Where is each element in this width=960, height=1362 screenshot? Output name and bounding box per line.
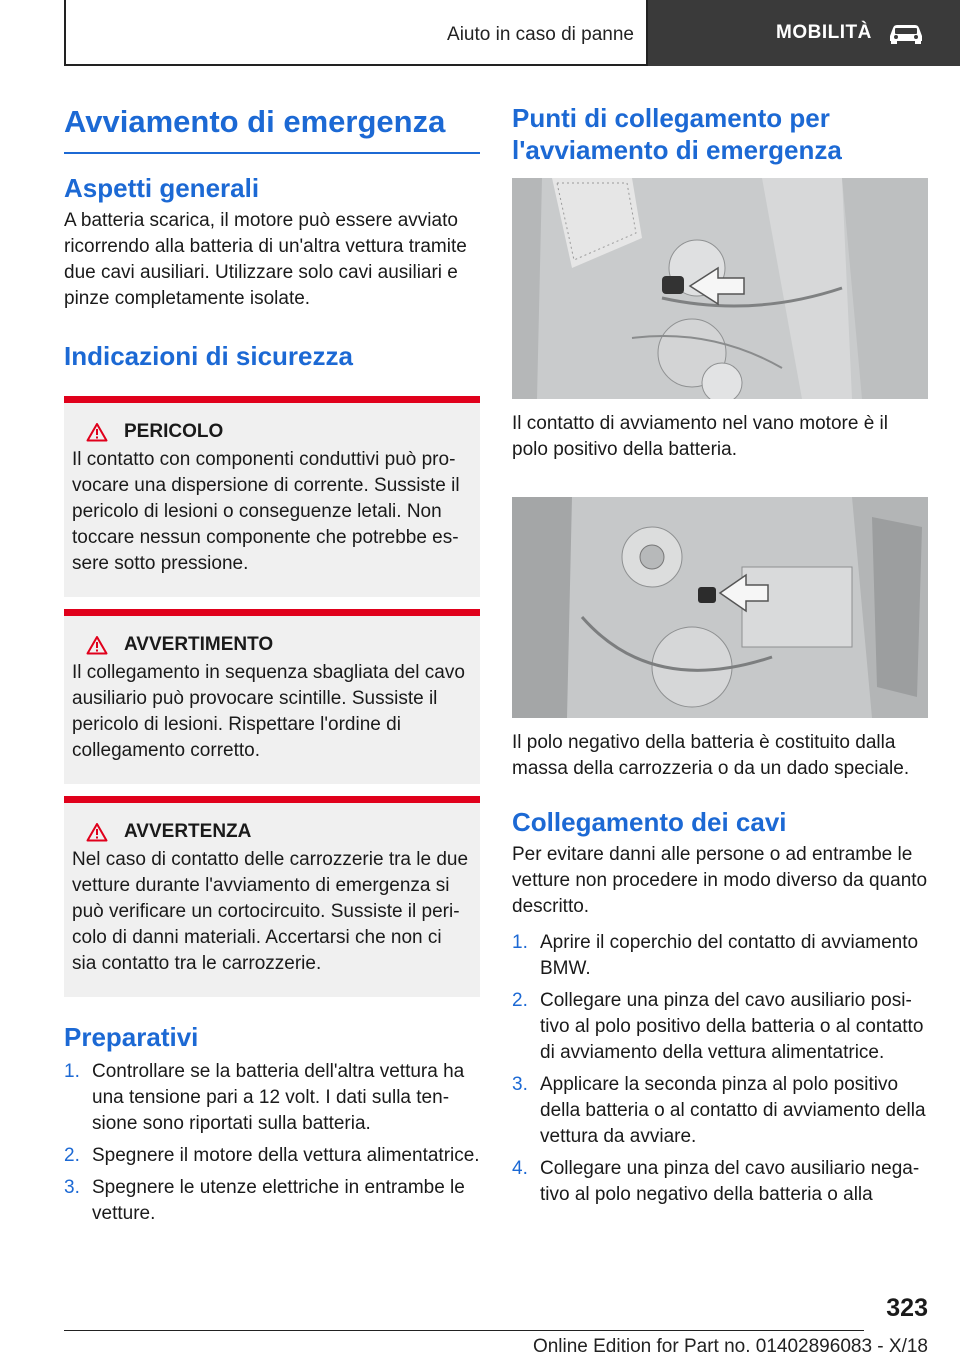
step-number: 4. xyxy=(512,1158,528,1179)
prep-steps-list xyxy=(64,1059,480,1227)
page-title: Avviamento di emergenza xyxy=(64,102,480,154)
step-text: Controllare se la batteria dell'altra vettura ha una tensione pari a 12 volt. I dati sulla tensione sono riportati sulla batteria. xyxy=(92,1061,465,1134)
connection-points-heading: Punti di collegamento per l'avviamento di emergenza xyxy=(512,103,842,165)
right-column xyxy=(512,102,928,1214)
step-text: Collegare una pinza del cavo ausiliario negativo al polo negativo della batteria o alla xyxy=(540,1158,920,1205)
header-section-title: Aiuto in caso di panne xyxy=(447,24,634,45)
general-heading: Aspetti generali xyxy=(64,173,260,203)
list-item xyxy=(512,1072,928,1150)
warning-title: AVVERTIMENTO xyxy=(124,634,274,655)
engine-bay-photo-positive xyxy=(512,178,928,399)
warning-triangle-icon xyxy=(86,635,108,655)
step-text: Collegare una pinza del cavo ausiliario positivo al polo positivo della batteria o al contatto di avviamento della vettura alimentatrice. xyxy=(540,990,924,1063)
photo1-caption: Il contatto di avviamento nel vano motore è il polo positivo della batteria. xyxy=(512,413,888,460)
step-text: Spegnere il motore della vettura alimentatrice. xyxy=(92,1145,480,1166)
warning-text: Il contatto con componenti conduttivi può provocare una dispersione di corrente. Sussiste il pericolo di lesioni o conseguenze letali. Non toccare nessun componente che potrebbe essere sotto pressione. xyxy=(72,449,460,574)
car-icon xyxy=(886,22,926,44)
warning-triangle-icon xyxy=(86,422,108,442)
step-number: 3. xyxy=(64,1177,80,1198)
warning-text: Il collegamento in sequenza sbagliata del cavo ausiliario può provocare scintille. Sussiste il pericolo di lesioni. Rispettare l'ordine di collegamento corretto. xyxy=(72,662,465,761)
header-chapter-tab[interactable] xyxy=(648,0,960,66)
step-number: 1. xyxy=(64,1061,80,1082)
list-item xyxy=(512,988,928,1066)
list-item xyxy=(64,1143,480,1169)
list-item xyxy=(512,1156,928,1208)
step-number: 2. xyxy=(512,990,528,1011)
page-number: 323 xyxy=(886,1294,928,1322)
safety-heading: Indicazioni di sicurezza xyxy=(64,341,353,371)
cables-intro: Per evitare danni alle persone o ad entrambe le vetture non procedere in modo diverso da quanto descritto. xyxy=(512,844,928,917)
photo2-caption: Il polo negativo della batteria è costituito dalla massa della carrozzeria o da un dado speciale. xyxy=(512,732,910,779)
general-text: A batteria scarica, il motore può essere avviato ricorrendo alla batteria di un'altra vettura tramite due cavi ausiliari. Utilizzare solo cavi ausiliari e pinze completamente isolate. xyxy=(64,210,467,309)
list-item xyxy=(64,1175,480,1227)
left-column xyxy=(64,102,480,1233)
warning-box-danger xyxy=(64,396,480,597)
engine-bay-photo-negative xyxy=(512,497,928,718)
warning-text: Nel caso di contatto delle carrozzerie tra le due vetture durante l'avviamento di emergenza si può verificare un cortocircuito. Sussiste il pericolo di danni materiali. Accertarsi che non ci sia contatto tra le carrozzerie. xyxy=(72,849,469,974)
footer-edition: Online Edition for Part no. 01402896083 - X/18 xyxy=(532,1336,928,1357)
warning-title: AVVERTENZA xyxy=(124,821,252,842)
step-text: Spegnere le utenze elettriche in entrambe le vetture. xyxy=(92,1177,465,1224)
step-text: Applicare la seconda pinza al polo positivo della batteria o al contatto di avviamento della vettura da avviare. xyxy=(540,1074,926,1147)
warning-box-notice xyxy=(64,796,480,997)
step-text: Aprire il coperchio del contatto di avviamento BMW. xyxy=(540,932,919,979)
warning-box-warning xyxy=(64,609,480,784)
warning-title: PERICOLO xyxy=(124,421,224,442)
cables-steps-list xyxy=(512,930,928,1208)
step-number: 3. xyxy=(512,1074,528,1095)
list-item xyxy=(64,1059,480,1137)
footer-divider xyxy=(64,1330,864,1331)
step-number: 2. xyxy=(64,1145,80,1166)
warning-triangle-icon xyxy=(86,822,108,842)
header-chapter-label: MOBILITÀ xyxy=(776,22,872,43)
cables-heading: Collegamento dei cavi xyxy=(512,807,787,837)
step-number: 1. xyxy=(512,932,528,953)
prep-heading: Preparativi xyxy=(64,1022,199,1052)
list-item xyxy=(512,930,928,982)
